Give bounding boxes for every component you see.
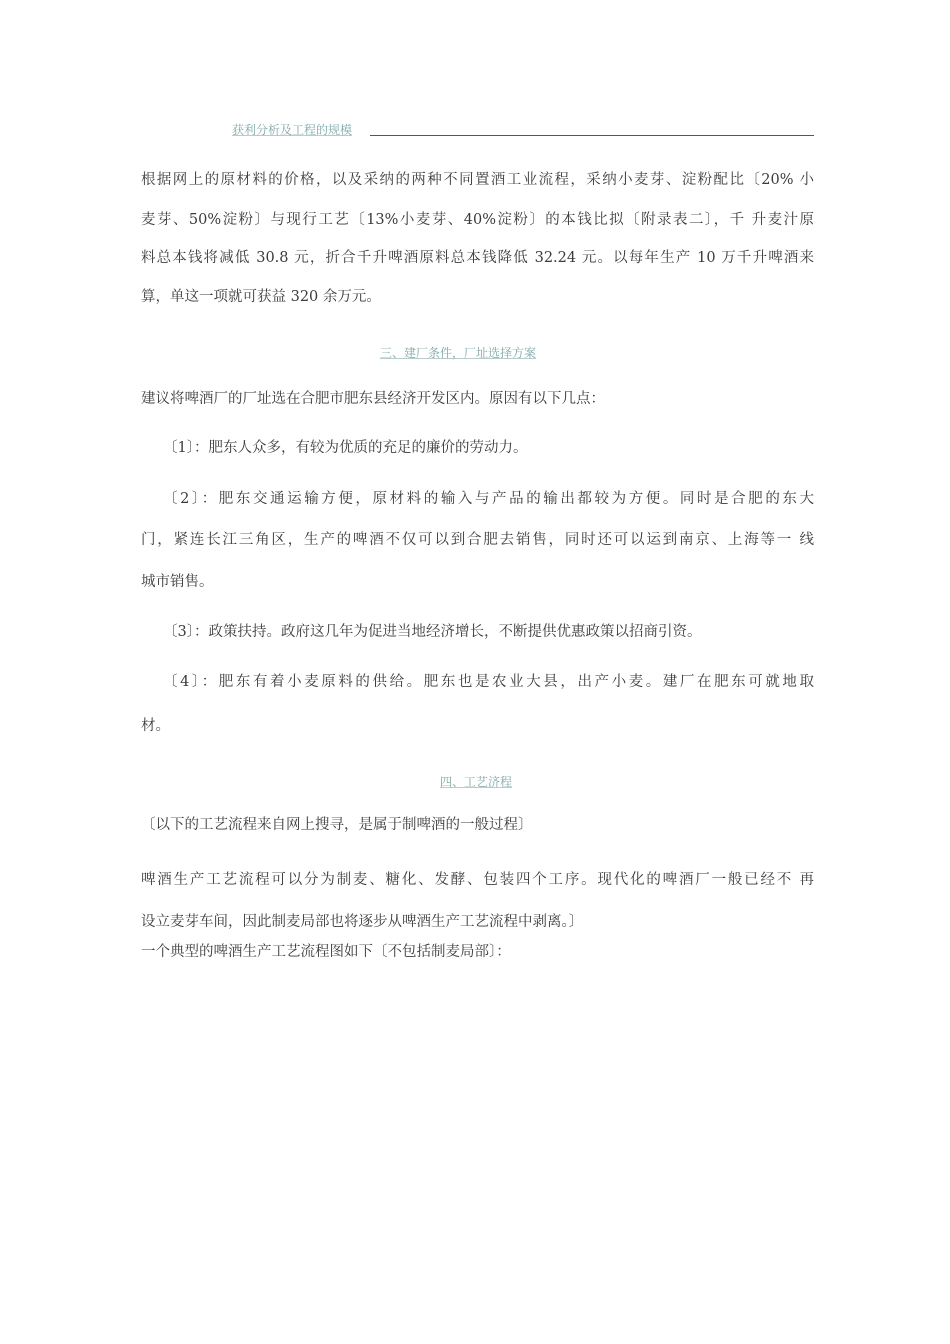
heading-profit-analysis[interactable]: 获利分析及工程的规模 xyxy=(232,123,353,137)
site-point-1: 〔1〕：肥东人众多，有较为优质的充足的廉价的劳动力。 xyxy=(163,440,528,456)
profit-paragraph-line-2: 麦芽、50%淀粉〕与现行工艺〔13%小麦芽、40%淀粉〕的本钱比拟〔附录表二〕，千 升麦汁原 xyxy=(141,212,814,228)
profit-paragraph-line-3: 料总本钱将减低 30.8 元，折合千升啤酒原料总本钱降低 32.24 元。以每年生产 10 万千升啤酒来 xyxy=(141,250,814,266)
process-paragraph-line-1: 啤酒生产工艺流程可以分为制麦、糖化、发酵、包装四个工序。现代化的啤酒厂一般已经不 再 xyxy=(141,872,814,888)
process-note: 〔以下的工艺流程来自网上搜寻，是属于制啤酒的一般过程〕 xyxy=(141,817,533,833)
heading-underline-rule xyxy=(370,135,814,136)
site-point-2-line-3: 城市销售。 xyxy=(141,574,214,590)
site-point-2-line-2: 门，紧连长江三角区，生产的啤酒不仅可以到合肥去销售，同时还可以运到南京、上海等一 线 xyxy=(141,532,814,548)
site-point-3: 〔3〕：政策扶持。政府这几年为促进当地经济增长，不断提供优惠政策以招商引资。 xyxy=(163,624,702,640)
profit-paragraph-line-4: 算，单这一项就可获益 320 余万元。 xyxy=(141,289,381,305)
site-point-4-line-1: 〔4〕：肥东有着小麦原料的供给。肥东也是农业大县，出产小麦。建厂在肥东可就地取 xyxy=(163,674,814,690)
site-point-4-line-2: 材。 xyxy=(141,718,170,734)
heading-process-flow[interactable]: 四、工艺济程 xyxy=(440,775,513,789)
site-intro: 建议将啤酒厂的厂址选在合肥市肥东县经济开发区内。原因有以下几点： xyxy=(141,391,605,407)
site-point-2-line-1: 〔2〕：肥东交通运输方便，原材料的输入与产品的输出都较为方便。同时是合肥的东大 xyxy=(163,491,814,507)
profit-paragraph-line-1: 根据网上的原材料的价格，以及采纳的两种不同置酒工业流程，采纳小麦芽、淀粉配比〔20% 小 xyxy=(141,172,814,188)
process-closing-line: 一个典型的啤酒生产工艺流程图如下〔不包括制麦局部〕： xyxy=(141,944,511,960)
heading-site-selection[interactable]: 三、建厂条件，厂址选择方案 xyxy=(380,346,537,360)
process-paragraph-line-2: 设立麦芽车间，因此制麦局部也将逐步从啤酒生产工艺流程中剥离。〕 xyxy=(141,914,584,930)
